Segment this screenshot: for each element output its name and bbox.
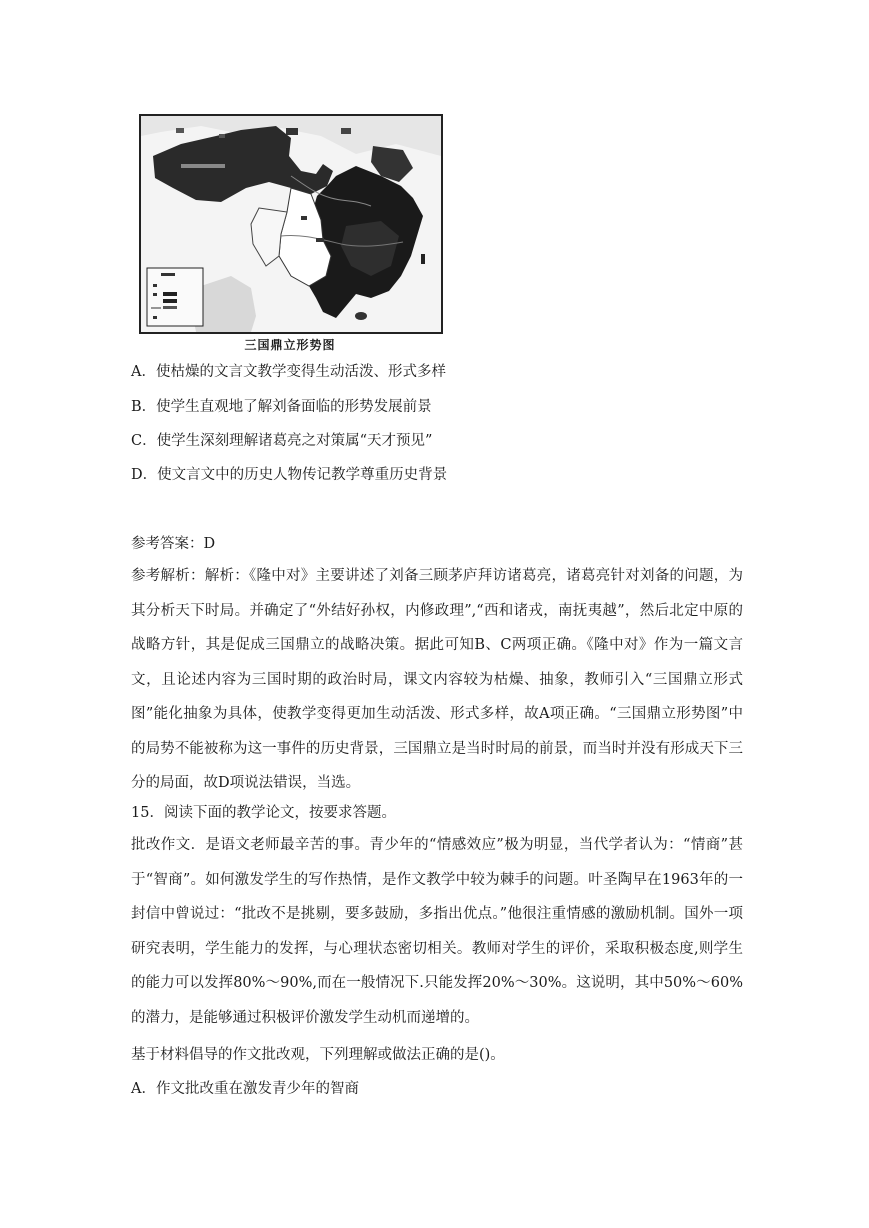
answer-analysis: 参考解析：解析：《隆中对》主要讲述了刘备三顾茅庐拜访诸葛亮，诸葛亮针对刘备的问题，为其分析天下时局。并确定了“外结好孙权，内修政理”,“西和诸戎，南抚夷越”，然后北定中原的战略方针，其是促成三国鼎立的战略决策。据此可知B、C两项正确。《隆中对》作为一篇文言文，且论述内容为三国时期的政治时局，课文内容较为枯燥、抽象，教师引入“三国鼎立形式图”能化抽象为具体，使教学变得更加生动活泼、形式多样，故A项正确。“三国鼎立形势图”中的局势不能被称为这一事件的历史背景，三国鼎立是当时时局的前景，而当时并没有形成天下三分的局面，故D项说法错误，当选。: [131, 568, 743, 791]
option-c: C．使学生深刻理解诸葛亮之对策属“天才预见”: [131, 433, 433, 449]
option-d: D．使文言文中的历史人物传记教学尊重历史背景: [131, 467, 448, 483]
map-caption: 三国鼎立形势图: [244, 338, 336, 352]
map-illustration: [141, 116, 441, 332]
reference-answer: 参考答案：D: [131, 536, 216, 552]
question-15-stem: 基于材料倡导的作文批改观，下列理解或做法正确的是()。: [131, 1047, 505, 1063]
question-15-material: 批改作文．是语文老师最辛苦的事。青少年的“情感效应”极为明显，当代学者认为：“情商”甚于“智商”。如何激发学生的写作热情，是作文教学中较为棘手的问题。叶圣陶早在1963年的一封信中曾说过：“批改不是挑剔，要多鼓励，多指出优点。”他很注重情感的激励机制。国外一项研究表明，学生能力的发挥，与心理状态密切相关。教师对学生的评价，采取积极态度,则学生的能力可以发挥80%～90%,而在一般情况下.只能发挥20%～30%。这说明，其中50%～60%的潜力，是能够通过积极评价激发学生动机而递增的。: [131, 837, 743, 1026]
three-kingdoms-map: [139, 114, 443, 334]
map-figure: [133, 108, 447, 356]
question-15-option-a: A．作文批改重在激发青少年的智商: [131, 1081, 359, 1097]
question-15-title: 15．阅读下面的教学论文，按要求答题。: [131, 805, 396, 821]
option-b: B．使学生直观地了解刘备面临的形势发展前景: [131, 399, 432, 415]
option-a: A．使枯燥的文言文教学变得生动活泼、形式多样: [131, 364, 446, 380]
